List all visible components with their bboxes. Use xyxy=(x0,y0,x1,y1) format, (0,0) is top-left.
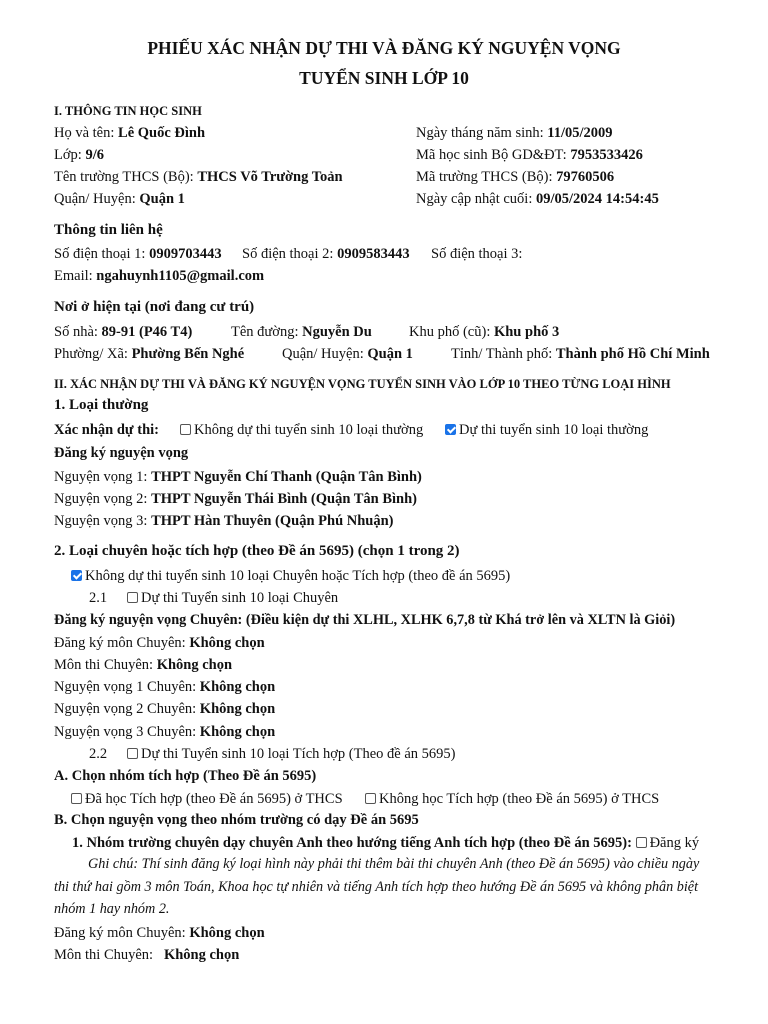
groupA-heading: A. Chọn nhóm tích hợp (Theo Đề án 5695) xyxy=(54,768,317,784)
item-2-1-number: 2.1 xyxy=(89,590,108,606)
school-district xyxy=(54,191,185,208)
chuyen-row-5-label: Nguyện vọng 3 Chuyên: xyxy=(54,724,200,740)
regular-confirm-row xyxy=(54,422,159,439)
wish-3 xyxy=(54,513,394,530)
student-name-value: Lê Quốc Đình xyxy=(118,125,206,141)
wish-1 xyxy=(54,469,422,486)
checkbox-icon[interactable] xyxy=(365,793,376,804)
wish-3-value: THPT Hàn Thuyên (Quận Phú Nhuận) xyxy=(151,513,394,529)
wish-3-label: Nguyện vọng 3: xyxy=(54,513,152,529)
confirm-label: Xác nhận dự thi: xyxy=(54,422,159,438)
wishes-heading: Đăng ký nguyện vọng xyxy=(54,445,189,461)
groupA-opt1[interactable] xyxy=(71,791,343,808)
regular-heading: 1. Loại thường xyxy=(54,397,149,413)
quarter-value: Khu phố 3 xyxy=(493,324,560,340)
opt-chuyen-label: Dự thi Tuyển sinh 10 loại Chuyên xyxy=(141,590,339,606)
groupA-opt1-label: Đã học Tích hợp (theo Đề án 5695) ở THCS xyxy=(85,791,343,807)
groupB-item1-option-label: Đăng ký xyxy=(649,835,700,851)
checkbox-icon[interactable] xyxy=(636,837,647,848)
student-id-value: 7953533426 xyxy=(570,147,643,163)
opt-chuyen[interactable] xyxy=(127,590,338,607)
phone3-label: Số điện thoại 3: xyxy=(431,246,523,262)
last-updated xyxy=(416,191,659,208)
b-row-2-label: Môn thi Chuyên: xyxy=(54,947,164,963)
chuyen-row-3-label: Nguyện vọng 1 Chuyên: xyxy=(54,679,200,695)
groupB-heading: B. Chọn nguyện vọng theo nhóm trường có dạy Đề án 5695 xyxy=(54,812,419,828)
student-class xyxy=(54,147,104,164)
residence-district-value: Quận 1 xyxy=(367,346,413,362)
phone2 xyxy=(242,246,410,263)
school-code-value: 79760506 xyxy=(556,169,615,185)
opt-tichhop-label: Dự thi Tuyển sinh 10 loại Tích hợp (Theo đề án 5695) xyxy=(141,746,456,762)
ward xyxy=(54,346,244,363)
email xyxy=(54,268,264,285)
street-value: Nguyễn Du xyxy=(302,324,372,340)
residence-district-label: Quận/ Huyện: xyxy=(282,346,368,362)
contact-heading: Thông tin liên hệ xyxy=(54,222,163,238)
dob-value: 11/05/2009 xyxy=(547,125,613,141)
groupA-opt2[interactable] xyxy=(365,791,659,808)
chuyen-row-4 xyxy=(54,701,275,718)
b-row-1 xyxy=(54,925,265,942)
email-value: ngahuynh1105@gmail.com xyxy=(96,268,265,284)
specialized-heading: 2. Loại chuyên hoặc tích hợp (theo Đề án 5695) (chọn 1 trong 2) xyxy=(54,543,460,559)
section2-heading: II. XÁC NHẬN DỰ THI VÀ ĐĂNG KÝ NGUYỆN VỌNG TUYỂN SINH VÀO LỚP 10 THEO TỪNG LOẠI HÌNH xyxy=(54,377,671,391)
groupA-opt2-label: Không học Tích hợp (theo Đề án 5695) ở THCS xyxy=(379,791,660,807)
phone1 xyxy=(54,246,222,263)
school-code-label: Mã trường THCS (Bộ): xyxy=(416,169,557,185)
school-name xyxy=(54,169,343,186)
section1-heading: I. THÔNG TIN HỌC SINH xyxy=(54,104,202,118)
school-value: THCS Võ Trường Toản xyxy=(197,169,343,185)
chuyen-row-5 xyxy=(54,724,275,741)
checkbox-checked-icon[interactable] xyxy=(445,424,456,435)
wish-1-label: Nguyện vọng 1: xyxy=(54,469,152,485)
house-label: Số nhà: xyxy=(54,324,102,340)
school-label: Tên trường THCS (Bộ): xyxy=(54,169,198,185)
residence-district xyxy=(282,346,413,363)
house-number xyxy=(54,324,192,341)
residence-heading: Nơi ở hiện tại (nơi đang cư trú) xyxy=(54,299,255,315)
school-code xyxy=(416,169,614,186)
city-label: Tỉnh/ Thành phố: xyxy=(451,346,556,362)
opt-tichhop[interactable] xyxy=(127,746,456,763)
checkbox-icon[interactable] xyxy=(180,424,191,435)
note-paragraph: Ghi chú: Thí sinh đăng ký loại hình này phải thi thêm bài thi chuyên Anh (theo Đề án 5695) vào chiều ngày thi thứ hai gồm 3 môn Toán, Khoa học tự nhiên và tiếng Anh tích hợp theo hướng Đề án 5695 và không phân biệt nhóm 1 hay nhóm 2. xyxy=(54,856,700,917)
phone1-value: 0909703443 xyxy=(149,246,222,262)
groupB-item1-label: 1. Nhóm trường chuyên dạy chuyên Anh theo hướng tiếng Anh tích hợp (theo Đề án 5695): xyxy=(72,835,632,851)
b-row-2-value: Không chọn xyxy=(163,947,240,963)
city-value: Thành phố Hồ Chí Minh xyxy=(555,346,710,362)
b-row-1-value: Không chọn xyxy=(189,925,265,941)
chuyen-row-2 xyxy=(54,657,232,674)
groupB-item1-option[interactable] xyxy=(636,835,700,851)
b-row-1-label: Đăng ký môn Chuyên: xyxy=(54,925,190,941)
checkbox-checked-icon[interactable] xyxy=(71,570,82,581)
phone1-label: Số điện thoại 1: xyxy=(54,246,150,262)
school-district-label: Quận/ Huyện: xyxy=(54,191,140,207)
chuyen-row-4-label: Nguyện vọng 2 Chuyên: xyxy=(54,701,200,717)
form-title-line2: TUYỂN SINH LỚP 10 xyxy=(299,68,469,88)
dob-label: Ngày tháng năm sinh: xyxy=(416,125,548,141)
form-title-line1: PHIẾU XÁC NHẬN DỰ THI VÀ ĐĂNG KÝ NGUYỆN VỌNG xyxy=(147,38,621,58)
last-updated-label: Ngày cập nhật cuối: xyxy=(416,191,536,207)
student-name-label: Họ và tên: xyxy=(54,125,119,141)
groupB-item1 xyxy=(72,835,699,852)
specialized-opt-none[interactable] xyxy=(71,568,510,585)
wish-2-value: THPT Nguyễn Thái Bình (Quận Tân Bình) xyxy=(151,491,418,507)
regular-opt-no[interactable] xyxy=(180,422,423,439)
chuyen-row-4-value: Không chọn xyxy=(199,701,276,717)
quarter-label: Khu phố (cũ): xyxy=(409,324,494,340)
house-value: 89-91 (P46 T4) xyxy=(101,324,193,340)
chuyen-row-1-value: Không chọn xyxy=(189,635,265,651)
wish-2 xyxy=(54,491,417,508)
wish-1-value: THPT Nguyễn Chí Thanh (Quận Tân Bình) xyxy=(151,469,422,485)
regular-opt-yes[interactable] xyxy=(445,422,648,439)
street-label: Tên đường: xyxy=(231,324,303,340)
ward-label: Phường/ Xã: xyxy=(54,346,132,362)
phone2-value: 0909583443 xyxy=(337,246,410,262)
quarter xyxy=(409,324,559,341)
email-label: Email: xyxy=(54,268,97,284)
student-id xyxy=(416,147,643,164)
wish-2-label: Nguyện vọng 2: xyxy=(54,491,152,507)
regular-opt-yes-label: Dự thi tuyển sinh 10 loại thường xyxy=(459,422,649,438)
chuyen-heading: Đăng ký nguyện vọng Chuyên: (Điều kiện dự thi XLHL, XLHK 6,7,8 từ Khá trở lên và XLTN là Giỏi) xyxy=(54,612,676,628)
checkbox-icon[interactable] xyxy=(71,793,82,804)
street xyxy=(231,324,372,341)
chuyen-row-2-value: Không chọn xyxy=(156,657,233,673)
checkbox-icon[interactable] xyxy=(127,592,138,603)
chuyen-row-1-label: Đăng ký môn Chuyên: xyxy=(54,635,190,651)
city xyxy=(451,346,710,363)
student-dob xyxy=(416,125,613,142)
phone2-label: Số điện thoại 2: xyxy=(242,246,338,262)
specialized-opt-none-label: Không dự thi tuyển sinh 10 loại Chuyên hoặc Tích hợp (theo đề án 5695) xyxy=(85,568,511,584)
chuyen-row-1 xyxy=(54,635,265,652)
regular-opt-no-label: Không dự thi tuyển sinh 10 loại thường xyxy=(194,422,424,438)
chuyen-row-2-label: Môn thi Chuyên: xyxy=(54,657,157,673)
chuyen-row-3-value: Không chọn xyxy=(199,679,276,695)
b-row-2 xyxy=(54,947,239,964)
item-2-2-number: 2.2 xyxy=(89,746,108,762)
student-id-label: Mã học sinh Bộ GD&ĐT: xyxy=(416,147,571,163)
ward-value: Phường Bến Nghé xyxy=(131,346,245,362)
chuyen-row-3 xyxy=(54,679,275,696)
student-name xyxy=(54,125,205,142)
class-label: Lớp: xyxy=(54,147,86,163)
last-updated-value: 09/05/2024 14:54:45 xyxy=(536,191,659,207)
checkbox-icon[interactable] xyxy=(127,748,138,759)
chuyen-row-5-value: Không chọn xyxy=(199,724,276,740)
school-district-value: Quận 1 xyxy=(139,191,185,207)
class-value: 9/6 xyxy=(85,147,104,163)
